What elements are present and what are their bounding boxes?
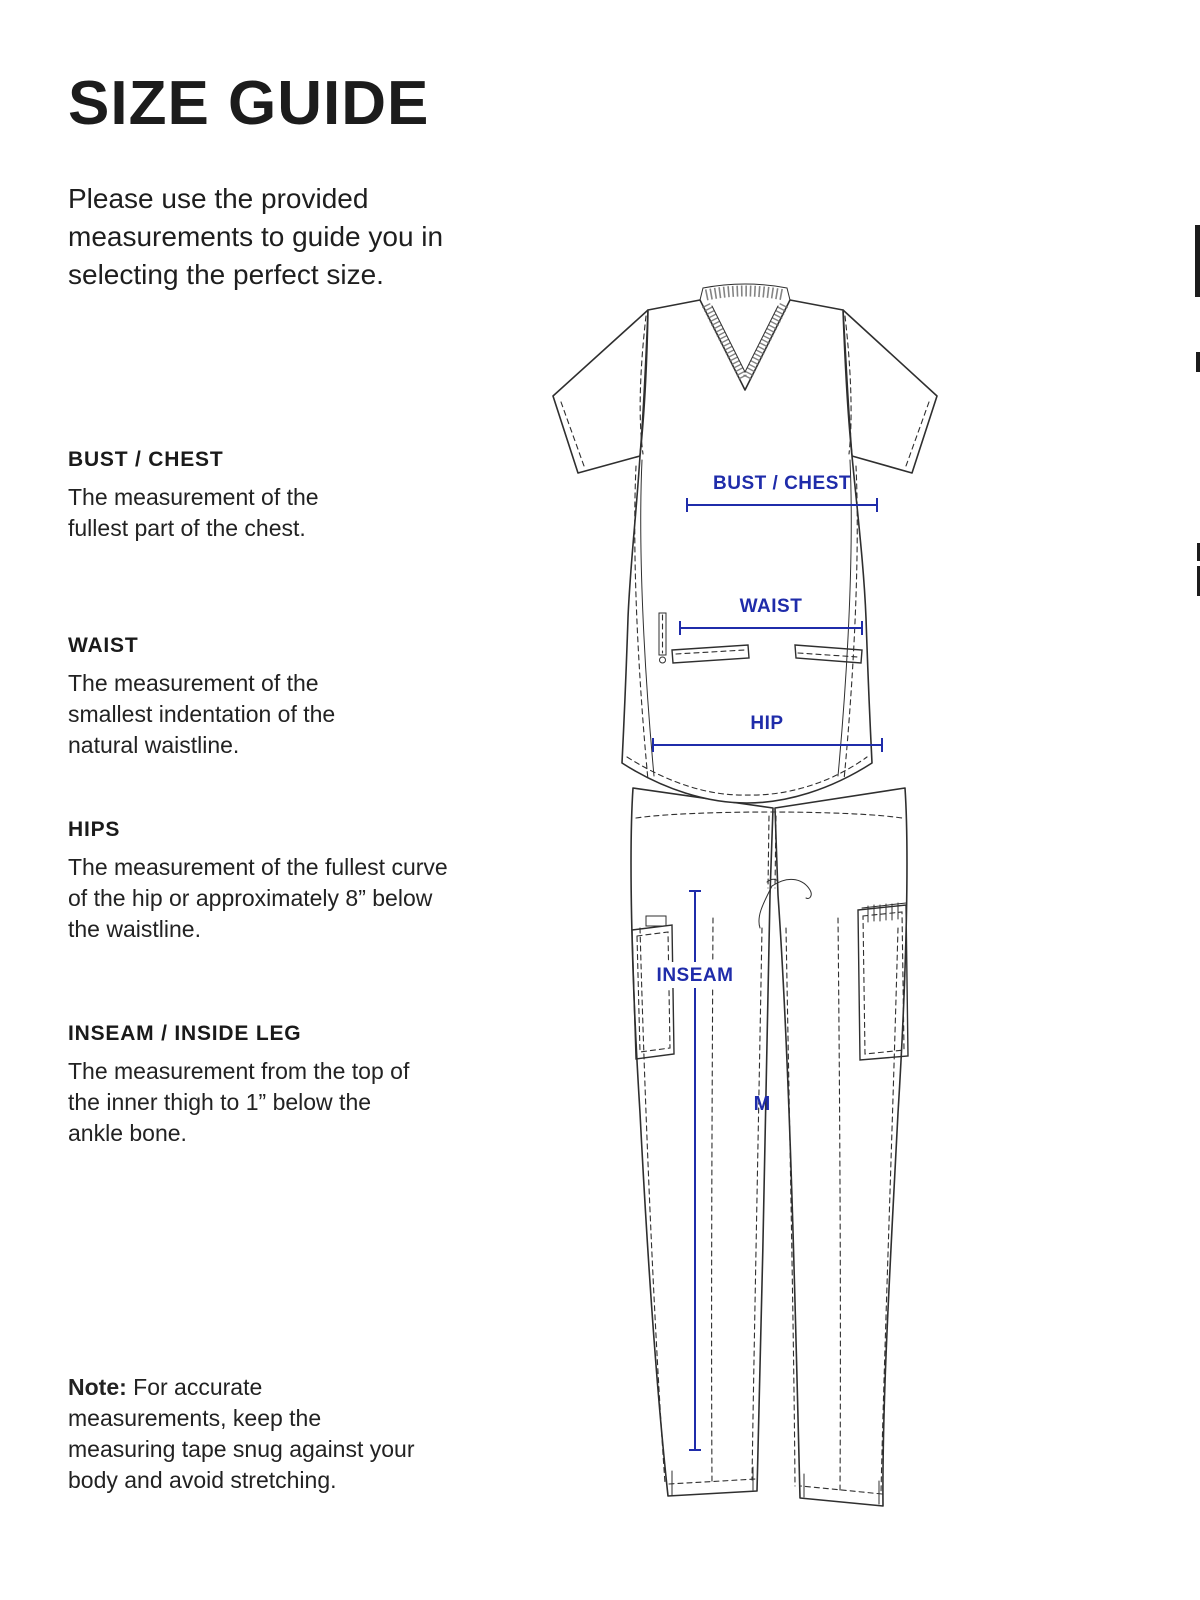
section-title-bust: BUST / CHEST	[68, 448, 224, 471]
size-marker-label: M	[753, 1093, 771, 1115]
note-text	[68, 1372, 424, 1496]
section-desc-bust: The measurement of the fullest part of the chest.	[68, 484, 319, 541]
waist-measure-label: WAIST	[739, 596, 803, 617]
note-body: For accurate measurements, keep the measuring tape snug against your body and avoid stretching.	[68, 1374, 415, 1493]
hip-measure-label: HIP	[750, 713, 784, 734]
edge-artifact	[1195, 225, 1200, 297]
scrub-top-sketch	[553, 284, 937, 803]
section-desc-inseam: The measurement from the top of the inner thigh to 1” below the ankle bone.	[68, 1058, 410, 1146]
section-desc-waist: The measurement of the smallest indentation of the natural waistline.	[68, 670, 336, 758]
section-inseam	[68, 1022, 410, 1149]
scrub-pants-sketch	[631, 788, 908, 1506]
section-title-inseam: INSEAM / INSIDE LEG	[68, 1022, 302, 1045]
section-hips	[68, 818, 450, 945]
section-title-hips: HIPS	[68, 818, 121, 841]
scrubs-measurement-diagram	[540, 268, 1010, 1538]
inseam-measure-label: INSEAM	[656, 965, 734, 986]
edge-artifact	[1196, 352, 1200, 372]
intro-text: Please use the provided measurements to guide you in selecting the perfect size.	[68, 183, 444, 290]
section-bust-chest	[68, 448, 378, 544]
note-label: Note:	[68, 1374, 127, 1400]
section-waist	[68, 634, 380, 761]
section-desc-hips: The measurement of the fullest curve of the hip or approximately 8” below the waistline.	[68, 854, 448, 942]
page-title: SIZE GUIDE	[68, 69, 430, 138]
section-title-waist: WAIST	[68, 634, 139, 657]
scrubs-sketch-svg	[540, 268, 1010, 1538]
bust-measure-label: BUST / CHEST	[713, 473, 851, 494]
